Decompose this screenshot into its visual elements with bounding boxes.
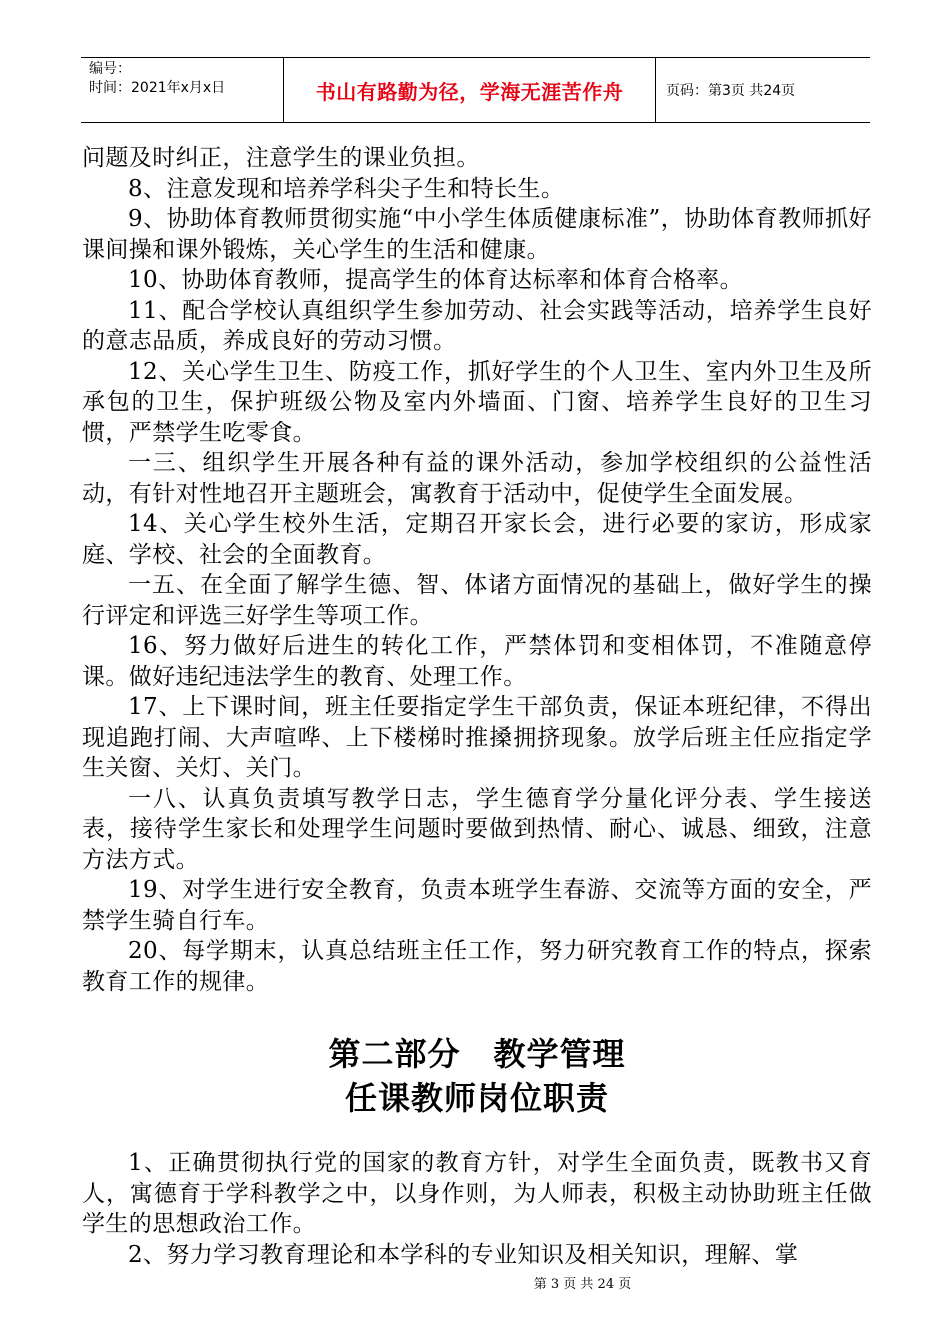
paragraph: 11、配合学校认真组织学生参加劳动、社会实践等活动，培养学生良好的意志品质，养成良好的劳动习惯。 [82,297,872,354]
document-body [82,143,872,1270]
paragraph: 20、每学期末，认真总结班主任工作，努力研究教育工作的特点，探索教育工作的规律。 [82,938,872,995]
paragraph: 一三、组织学生开展各种有益的课外活动，参加学校组织的公益性活动，有针对性地召开主题班会，寓教育于活动中，促使学生全面发展。 [82,450,872,507]
paragraph: 12、关心学生卫生、防疫工作，抓好学生的个人卫生、室内外卫生及所承包的卫生，保护班级公物及室内外墙面、门窗、培养学生良好的卫生习惯，严禁学生吃零食。 [82,358,872,446]
paragraph: 1、正确贯彻执行党的国家的教育方针，对学生全面负责，既教书又育人，寓德育于学科教学之中，以身作则，为人师表，积极主动协助班主任做学生的思想政治工作。 [82,1150,872,1237]
header-page-info: 页码：第3页 共24页 [666,83,796,99]
section-subtitle: 任课教师岗位职责 [344,1079,609,1117]
paragraph: 问题及时纠正，注意学生的课业负担。 [82,145,480,171]
page-footer: 第 3 页 共 24 页 [533,1277,632,1292]
number-label: 编号： [89,61,131,77]
paragraph: 一八、认真负责填写教学日志，学生德育学分量化评分表、学生接送表，接待学生家长和处理学生问题时要做到热情、耐心、诚恳、细致，注意方法方式。 [82,785,872,873]
paragraph: 10、协助体育教师，提高学生的体育达标率和体育合格率。 [128,267,744,293]
paragraph: 17、上下课时间，班主任要指定学生干部负责，保证本班纪律，不得出现追跑打闹、大声喧哗、上下楼梯时推搡拥挤现象。放学后班主任应指定学生关窗、关灯、关门。 [82,694,872,781]
paragraph: 19、对学生进行安全教育，负责本班学生春游、交流等方面的安全，严禁学生骑自行车。 [82,877,872,934]
paragraph: 9、协助体育教师贯彻实施“中小学生体质健康标准”，协助体育教师抓好课间操和课外锻炼，关心学生的生活和健康。 [82,206,872,263]
paragraph: 2、努力学习教育理论和本学科的专业知识及相关知识，理解、掌 [128,1241,799,1268]
paragraph: 8、注意发现和培养学科尖子生和特长生。 [128,175,565,202]
paragraph: 一五、在全面了解学生德、智、体诸方面情况的基础上，做好学生的操行评定和评选三好学生等项工作。 [82,572,872,629]
section-heading [82,1032,872,1120]
header-meta [81,58,284,122]
section-title: 第二部分 教学管理 [328,1035,626,1073]
time-label: 时间：2021年x月x日 [89,80,226,96]
paragraph: 14、关心学生校外生活，定期召开家长会，进行必要的家访，形成家庭、学校、社会的全面教育。 [82,511,872,568]
paragraph: 16、努力做好后进生的转化工作，严禁体罚和变相体罚，不准随意停课。做好违纪违法学生的教育、处理工作。 [82,633,872,690]
header-motto: 书山有路勤为径，学海无涯苦作舟 [284,58,656,122]
page-header [81,57,870,123]
